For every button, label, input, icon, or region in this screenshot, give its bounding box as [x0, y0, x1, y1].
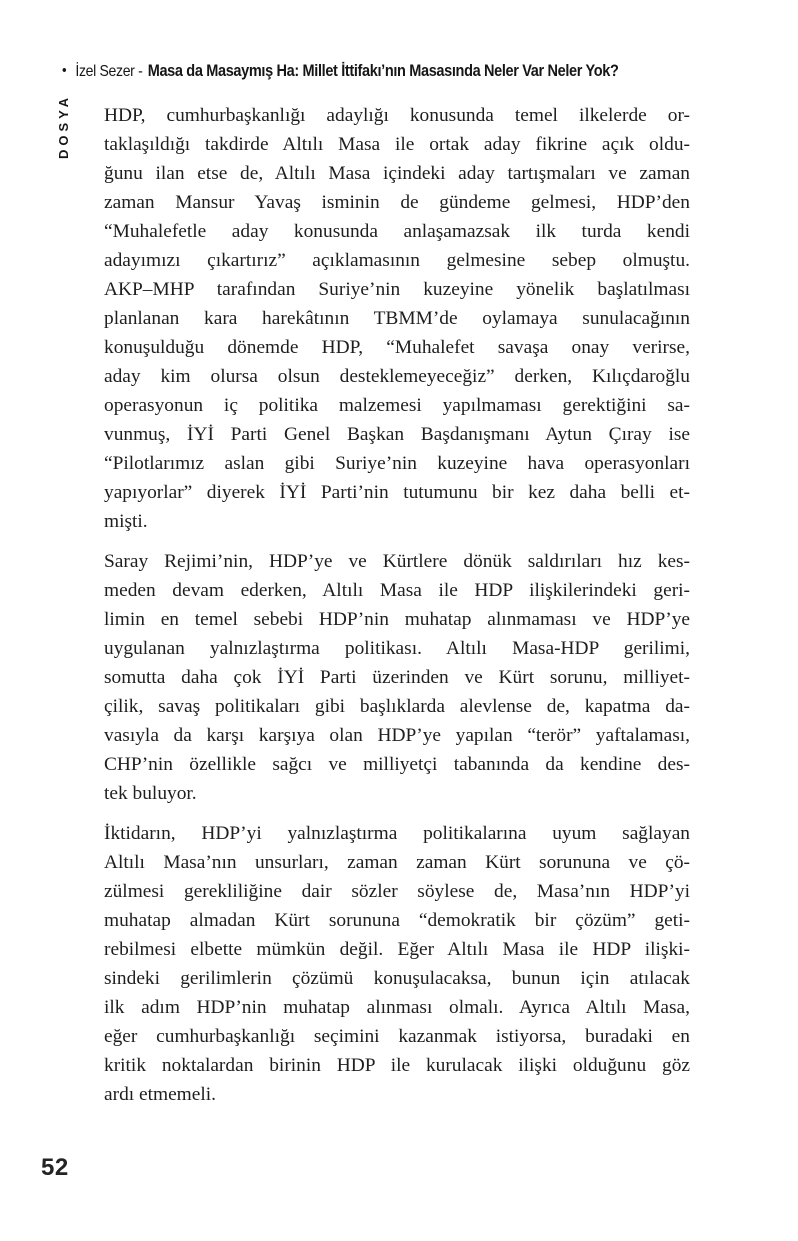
text-line: İktidarın, HDP’yi yalnızlaştırma politikalarına uyum sağlayan: [104, 823, 690, 844]
text-line: AKP–MHP tarafından Suriye’nin kuzeyine yönelik başlatılması: [104, 279, 690, 300]
text-line: “Pilotlarımız aslan gibi Suriye’nin kuzeyine hava operasyonları: [104, 453, 690, 474]
text-line: HDP, cumhurbaşkanlığı adaylığı konusunda temel ilkelerde or-: [104, 105, 690, 126]
text-line: sindeki gerilimlerin çözümü konuşulacaksa, bunun için atılacak: [104, 968, 690, 989]
text-line: CHP’nin özellikle sağcı ve milliyetçi tabanında da kendine des-: [104, 754, 690, 775]
text-line: kritik noktalardan birinin HDP ile kurulacak ilişki olduğunu göz: [104, 1055, 690, 1076]
paragraph: [104, 547, 690, 808]
text-line: zaman Mansur Yavaş isminin de gündeme gelmesi, HDP’den: [104, 192, 690, 213]
text-line: eğer cumhurbaşkanlığı seçimini kazanmak istiyorsa, buradaki en: [104, 1026, 690, 1047]
body-text: [104, 101, 690, 1120]
paragraph: [104, 819, 690, 1109]
text-line: Saray Rejimi’nin, HDP’ye ve Kürtlere dönük saldırıları hız kes-: [104, 551, 690, 572]
page-number: 52: [41, 1154, 69, 1181]
text-line: çilik, savaş politikaları gibi başlıklarda alevlense de, kapatma da-: [104, 696, 690, 717]
text-line: adayımızı çıkartırız” açıklamasının gelmesine sebep olmuştu.: [104, 250, 690, 271]
text-line: aday kim olursa olsun desteklemeyeceğiz” derken, Kılıçdaroğlu: [104, 366, 690, 387]
text-line: uygulanan yalnızlaştırma politikası. Altılı Masa-HDP gerilimi,: [104, 638, 690, 659]
text-line: taklaşıldığı takdirde Altılı Masa ile ortak aday fikrine açık oldu-: [104, 134, 690, 155]
header-bullet-icon: •: [62, 62, 67, 79]
header-article-title: Masa da Masaymış Ha: Millet İttifakı’nın Masasında Neler Var Neler Yok?: [147, 62, 619, 80]
text-line: rebilmesi elbette mümkün değil. Eğer Altılı Masa ile HDP ilişki-: [104, 939, 690, 960]
text-line: zülmesi gerekliliğine dair sözler söylese de, Masa’nın HDP’yi: [104, 881, 690, 902]
text-line: Altılı Masa’nın unsurları, zaman zaman Kürt sorununa ve çö-: [104, 852, 690, 873]
text-line: planlanan kara harekâtının TBMM’de oylamaya sunulacağının: [104, 308, 690, 329]
text-line: yapıyorlar” diyerek İYİ Parti’nin tutumunu bir kez daha belli et-: [104, 482, 690, 503]
text-line: limin en temel sebebi HDP’nin muhatap alınmaması ve HDP’ye: [104, 609, 690, 630]
text-line: mişti.: [104, 511, 148, 532]
text-line: operasyonun iç politika malzemesi yapılmaması gerektiğini sa-: [104, 395, 690, 416]
text-line: tek buluyor.: [104, 783, 197, 804]
text-line: ğunu ilan etse de, Altılı Masa içindeki aday tartışmaları ve zaman: [104, 163, 690, 184]
header-author: İzel Sezer -: [75, 63, 143, 80]
text-line: konuşulduğu dönemde HDP, “Muhalefet savaşa onay verirse,: [104, 337, 690, 358]
text-line: “Muhalefetle aday konusunda anlaşamazsak ilk turda kendi: [104, 221, 690, 242]
section-label-dosya: DOSYA: [56, 94, 71, 160]
running-header: [62, 62, 618, 81]
text-line: vasıyla da karşı karşıya olan HDP’ye yapılan “terör” yaftalaması,: [104, 725, 690, 746]
text-line: ilk adım HDP’nin muhatap alınması olmalı. Ayrıca Altılı Masa,: [104, 997, 690, 1018]
text-line: meden devam ederken, Altılı Masa ile HDP ilişkilerindeki geri-: [104, 580, 690, 601]
text-line: ardı etmemeli.: [104, 1084, 216, 1105]
paragraph: [104, 101, 690, 536]
text-line: vunmuş, İYİ Parti Genel Başkan Başdanışmanı Aytun Çıray ise: [104, 424, 690, 445]
text-line: muhatap almadan Kürt sorununa “demokratik bir çözüm” geti-: [104, 910, 690, 931]
text-line: somutta daha çok İYİ Parti üzerinden ve Kürt sorunu, milliyet-: [104, 667, 690, 688]
